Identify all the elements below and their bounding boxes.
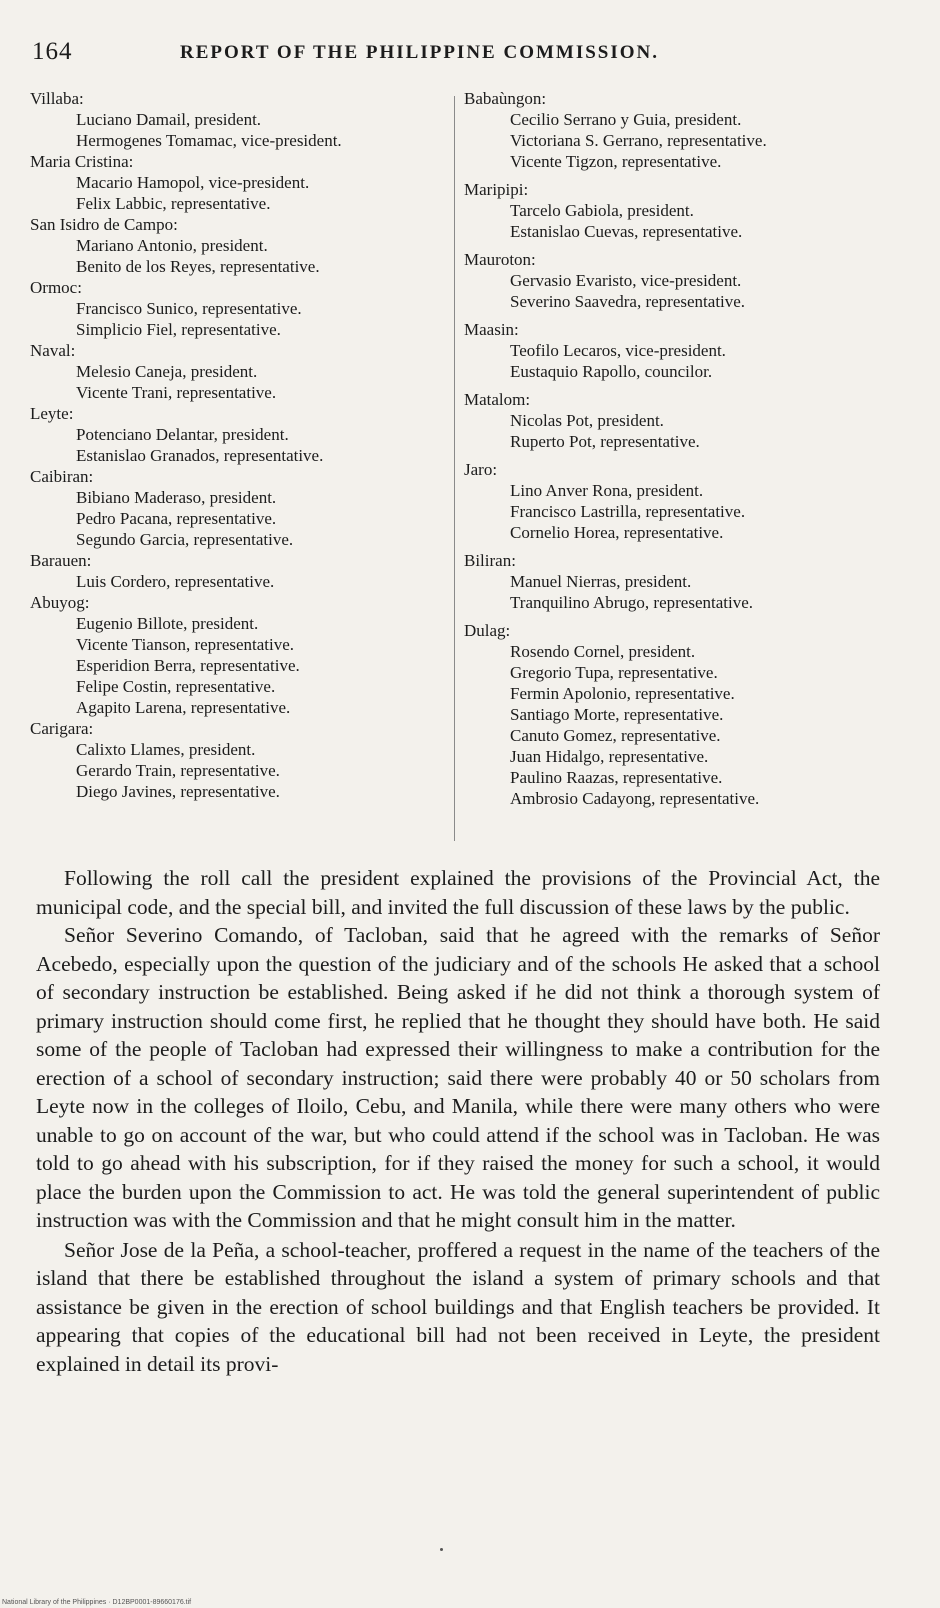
member-entry: Pedro Pacana, representative.: [76, 509, 277, 528]
town-name: Biliran:: [464, 551, 516, 570]
member-entry: Vicente Trani, representative.: [76, 383, 277, 402]
member-entry: Felix Labbic, representative.: [76, 194, 271, 213]
member-entry: Vicente Tianson, representative.: [76, 635, 295, 654]
member-entry: Cecilio Serrano y Guia, president.: [510, 110, 742, 129]
member-entry: Manuel Nierras, president.: [510, 572, 692, 591]
member-entry: Tarcelo Gabiola, president.: [510, 201, 694, 220]
member-entry: Rosendo Cornel, president.: [510, 642, 696, 661]
running-head: REPORT OF THE PHILIPPINE COMMISSION.: [180, 42, 660, 63]
town-name: Barauen:: [30, 551, 92, 570]
member-entry: Francisco Sunico, representative.: [76, 299, 302, 318]
member-entry: Macario Hamopol, vice-president.: [76, 173, 310, 192]
paragraph: Señor Jose de la Peña, a school-teacher, proffered a request in the name of the teachers of the island that there be established throughout the island a system of primary schools and that assistance be given in the erection of school buildings and that English teachers be provided. It appearing that copies of the educational bill had not been received in Leyte, the president explained in detail its provi-: [36, 1237, 880, 1376]
member-entry: Francisco Lastrilla, representative.: [510, 502, 746, 521]
member-entry: Victoriana S. Gerrano, representative.: [510, 131, 767, 150]
member-entry: Gregorio Tupa, representative.: [510, 663, 718, 682]
member-entry: Potenciano Delantar, president.: [76, 425, 289, 444]
scan-footer: National Library of the Philippines · D12BP0001-89660176.tif: [2, 1599, 192, 1606]
member-entry: Gerardo Train, representative.: [76, 761, 280, 780]
right-column: [464, 88, 912, 809]
member-entry: Ambrosio Cadayong, representative.: [510, 789, 760, 808]
member-entry: Nicolas Pot, president.: [510, 411, 664, 430]
town-name: San Isidro de Campo:: [30, 215, 178, 234]
body-text: [36, 864, 880, 1379]
town-name: Naval:: [30, 341, 76, 360]
member-entry: Estanislao Granados, representative.: [76, 446, 324, 465]
town-name: Ormoc:: [30, 278, 82, 297]
town-name: Villaba:: [30, 89, 84, 108]
member-entry: Felipe Costin, representative.: [76, 677, 276, 696]
member-entry: Vicente Tigzon, representative.: [510, 152, 722, 171]
member-entry: Mariano Antonio, president.: [76, 236, 268, 255]
town-name: Maria Cristina:: [30, 152, 134, 171]
member-entry: Fermin Apolonio, representative.: [510, 684, 735, 703]
member-entry: Calixto Llames, president.: [76, 740, 256, 759]
town-name: Babaùngon:: [464, 89, 547, 108]
member-entry: Eustaquio Rapollo, councilor.: [510, 362, 713, 381]
member-entry: Luciano Damail, president.: [76, 110, 262, 129]
member-entry: Agapito Larena, representative.: [76, 698, 291, 717]
member-entry: Diego Javines, representative.: [76, 782, 280, 801]
attendance-list: [30, 88, 910, 848]
member-entry: Ruperto Pot, representative.: [510, 432, 700, 451]
member-entry: Severino Saavedra, representative.: [510, 292, 746, 311]
left-column: [30, 88, 460, 802]
member-entry: Eugenio Billote, president.: [76, 614, 259, 633]
member-entry: Melesio Caneja, president.: [76, 362, 258, 381]
town-name: Abuyog:: [30, 593, 90, 612]
member-entry: Benito de los Reyes, representative.: [76, 257, 320, 276]
town-name: Leyte:: [30, 404, 74, 423]
town-name: Maripipi:: [464, 180, 529, 199]
town-name: Maasin:: [464, 320, 519, 339]
member-entry: Bibiano Maderaso, president.: [76, 488, 277, 507]
member-entry: Gervasio Evaristo, vice-president.: [510, 271, 742, 290]
paragraph: Señor Severino Comando, of Tacloban, said that he agreed with the remarks of Señor Acebedo, especially upon the question of the judiciary and of the schools He asked that a school of secondary instruction be established. Being asked if he did not think a thorough system of primary instruction should come first, he replied that he thought they should have both. He said some of the people of Tacloban had expressed their willingness to make a contribution for the erection of a school of secondary instruction; said there were probably 40 or 50 scholars from Leyte now in the colleges of Iloilo, Cebu, and Manila, while there were many others who were unable to go on account of the war, but who could attend if the school was in Tacloban. He was told to go ahead with his subscription, for if they raised the money for such a school, it would place the burden upon the Commission to act. He was told the general superintendent of public instruction was with the Commission and that he might consult him in the matter.: [36, 923, 880, 1232]
town-name: Mauroton:: [464, 250, 536, 269]
member-entry: Tranquilino Abrugo, representative.: [510, 593, 753, 612]
town-name: Carigara:: [30, 719, 94, 738]
town-name: Caibiran:: [30, 467, 94, 486]
member-entry: Esperidion Berra, representative.: [76, 656, 300, 675]
page-number: 164: [32, 38, 73, 65]
column-divider: [454, 96, 455, 841]
town-name: Jaro:: [464, 460, 498, 479]
member-entry: Santiago Morte, representative.: [510, 705, 724, 724]
member-entry: Teofilo Lecaros, vice-president.: [510, 341, 726, 360]
page-header: [32, 38, 892, 72]
member-entry: Juan Hidalgo, representative.: [510, 747, 709, 766]
member-entry: Hermogenes Tomamac, vice-president.: [76, 131, 342, 150]
member-entry: Canuto Gomez, representative.: [510, 726, 721, 745]
town-name: Matalom:: [464, 390, 531, 409]
member-entry: Cornelio Horea, representative.: [510, 523, 724, 542]
member-entry: Luis Cordero, representative.: [76, 572, 275, 591]
member-entry: Simplicio Fiel, representative.: [76, 320, 281, 339]
town-name: Dulag:: [464, 621, 511, 640]
member-entry: Lino Anver Rona, president.: [510, 481, 704, 500]
paragraph: Following the roll call the president explained the provisions of the Provincial Act, the municipal code, and the special bill, and invited the full discussion of these laws by the public.: [36, 866, 880, 919]
member-entry: Segundo Garcia, representative.: [76, 530, 294, 549]
print-speck: [440, 1548, 443, 1551]
member-entry: Estanislao Cuevas, representative.: [510, 222, 743, 241]
member-entry: Paulino Raazas, representative.: [510, 768, 723, 787]
